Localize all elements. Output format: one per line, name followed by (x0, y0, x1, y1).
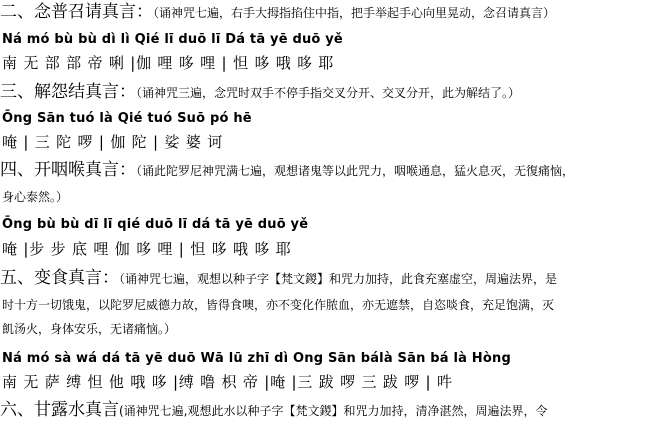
section-4-heading: 四、开咽喉真言： (0, 160, 136, 180)
section-4-note: （诵此陀罗尼神咒满七遍，观想诸鬼等以此咒力，咽喉通息，猛火息灭，无復痛恼， (136, 164, 575, 178)
section-6-note: (诵神咒七遍,观想此水以种子字【梵文鍐】和咒力加持，清净湛然，周遍法界，令 (119, 404, 548, 418)
section-2-pinyin: Ná mó bù bù dì lì Qié lī duō lī Dá tā yē duō yě (2, 32, 343, 47)
section-5-header-line (0, 270, 557, 287)
section-2-header-line (0, 4, 555, 21)
section-3-header-line (0, 84, 520, 101)
section-2-chars: 南 无 部 部 帝 唎 |伽 哩 哆 哩 | 怛 哆 哦 哆 耶 (2, 54, 335, 72)
section-4-pinyin: Ōng bù bù dī lī qié duō lī dá tā yē duō yě (2, 217, 309, 232)
section-5-chars: 南 无 萨 缚 怛 他 哦 哆 |缚 噜 枳 帝 |唵 |三 跋 啰 三 跋 啰 | 吽 (2, 373, 453, 391)
section-5-pinyin: Ná mó sà wá dá tā yē duō Wā lū zhī dì Ong Sān bálà Sān bá là Hòng (2, 351, 511, 366)
section-3-note: （诵神咒三遍，念咒时双手不停手指交叉分开、交叉分开，此为解结了。） (136, 86, 521, 100)
section-3-pinyin: Ōng Sān tuó là Qié tuó Suō pó hē (2, 111, 252, 126)
section-6-heading: 六、甘露水真言 (0, 400, 119, 420)
section-3-heading: 三、解怨结真言： (0, 82, 136, 102)
section-4-header-line (0, 162, 574, 179)
section-5-heading: 五、变食真言： (0, 268, 119, 288)
section-4-chars: 唵 |步 步 底 哩 伽 哆 哩 | 怛 哆 哦 哆 耶 (2, 240, 292, 258)
section-2-heading: 二、念普召请真言： (0, 2, 153, 22)
section-6-header-line (0, 402, 548, 419)
section-4-note-continuation: 身心泰然。） (2, 190, 69, 204)
section-5-body-line-1: 时十方一切饿鬼，以陀罗尼威德力故，皆得食噢，亦不变化作脓血，亦无遮禁，自恣啖食，充足饱满，灭 (2, 298, 555, 312)
section-5-body-line-2: 飢汤火，身体安乐，无诸痛恼。） (2, 322, 177, 336)
section-3-chars: 唵 | 三 陀 啰 | 伽 陀 | 娑 婆 诃 (2, 133, 224, 151)
section-5-note: （诵神咒七遍，观想以种子字【梵文鍐】和咒力加持，此食充塞虚空，周遍法界，是 (119, 272, 558, 286)
section-2-note: （诵神咒七遍，右手大拇指掐住中指，把手举起手心向里晃动，念召请真言） (153, 6, 556, 20)
